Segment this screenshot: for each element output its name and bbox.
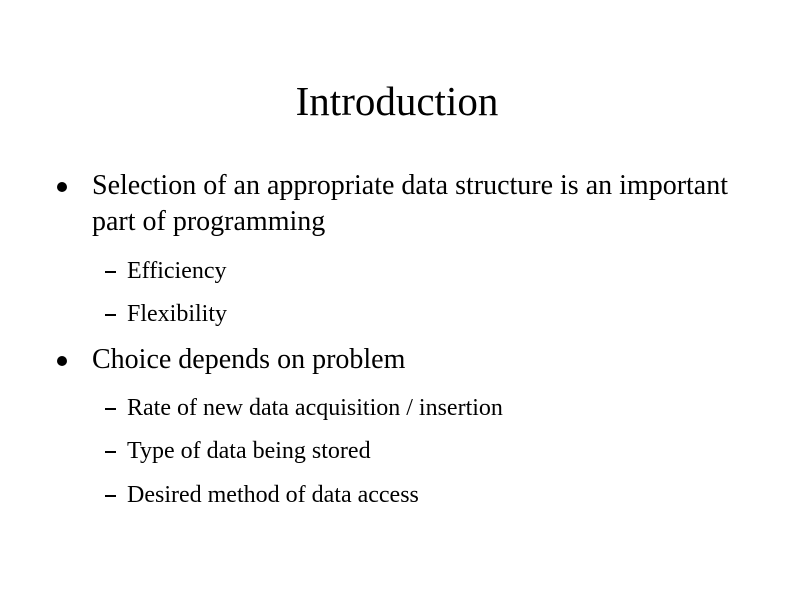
bullet-item bbox=[92, 342, 732, 378]
sub-item-text: Flexibility bbox=[127, 301, 228, 327]
sub-item bbox=[127, 393, 727, 423]
sub-item-text: Type of data being stored bbox=[127, 438, 371, 464]
dash-icon bbox=[105, 495, 116, 497]
slide-title: Introduction bbox=[295, 78, 499, 124]
sub-item-text: Efficiency bbox=[127, 258, 227, 284]
bullet-text: Choice depends on problem bbox=[92, 344, 406, 375]
dash-icon bbox=[105, 271, 116, 273]
sub-item bbox=[127, 436, 727, 466]
sub-item bbox=[127, 480, 727, 510]
bullet-text: Selection of an appropriate data structure is an important part of programming bbox=[92, 170, 729, 237]
sub-item bbox=[127, 299, 727, 329]
sub-item-text: Desired method of data access bbox=[127, 482, 419, 508]
sub-item bbox=[127, 256, 727, 286]
dash-icon bbox=[105, 314, 116, 316]
bullet-item bbox=[92, 168, 732, 240]
bullet-dot-icon bbox=[57, 356, 67, 366]
bullet-dot-icon bbox=[57, 182, 67, 192]
sub-item-text: Rate of new data acquisition / insertion bbox=[127, 395, 503, 421]
dash-icon bbox=[105, 451, 116, 453]
dash-icon bbox=[105, 408, 116, 410]
